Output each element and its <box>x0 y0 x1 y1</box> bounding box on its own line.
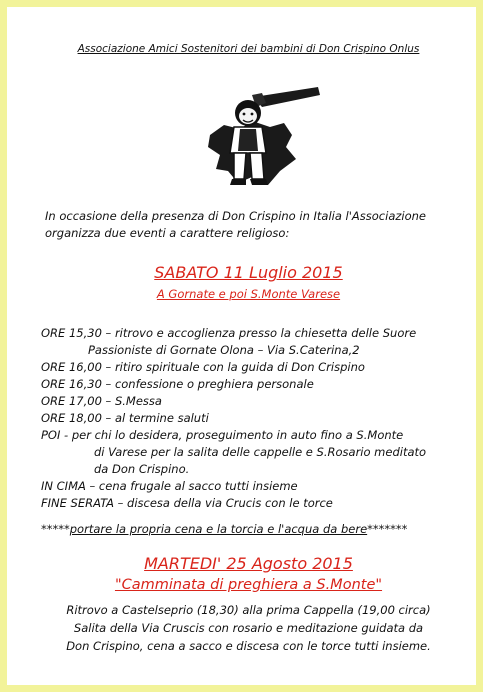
event1-place: A Gornate e poi S.Monte Varese <box>156 287 341 301</box>
schedule-line: ORE 18,00 – al termine saluti <box>41 411 209 425</box>
schedule-line: Passioniste di Gornate Olona – Via S.Caterina,2 <box>88 343 360 357</box>
intro-line: In occasione della presenza di Don Crispino in Italia l'Associazione <box>45 209 426 223</box>
intro-text <box>45 208 465 242</box>
bring-suffix: ******* <box>367 522 408 536</box>
child-with-map-illustration <box>180 73 322 199</box>
schedule-line: di Varese per la salita delle cappelle e S.Rosario meditato <box>94 445 427 459</box>
association-header: Associazione Amici Sostenitori dei bambini di Don Crispino Onlus <box>77 43 420 55</box>
event1-date: SABATO 11 Luglio 2015 <box>154 263 343 282</box>
bring-prefix: ***** <box>41 522 70 536</box>
schedule-line: ORE 16,00 – ritiro spirituale con la guida di Don Crispino <box>41 360 365 374</box>
schedule-line: ORE 17,00 – S.Messa <box>41 394 162 408</box>
event2-title: "Camminata di preghiera a S.Monte" <box>114 577 383 593</box>
schedule-line: ORE 15,30 – ritrovo e accoglienza presso la chiesetta delle Suore <box>41 326 417 340</box>
schedule-line: ORE 16,30 – confessione o preghiera personale <box>41 377 314 391</box>
schedule-line: FINE SERATA – discesa della via Crucis con le torce <box>41 496 333 510</box>
description-line: Ritrovo a Castelseprio (18,30) alla prima Cappella (19,00 circa) <box>66 603 431 617</box>
bring-text: portare la propria cena e la torcia e l'acqua da bere <box>69 522 368 536</box>
schedule-line: POI - per chi lo desidera, proseguimento in auto fino a S.Monte <box>41 428 404 442</box>
description-line: Don Crispino, cena a sacco e discesa con le torce tutti insieme. <box>66 639 431 653</box>
bring-notice <box>41 522 471 536</box>
event2-date: MARTEDI' 25 Agosto 2015 <box>144 554 353 573</box>
event2-description <box>37 601 460 655</box>
description-line: Salita della Via Cruscis con rosario e meditazione guidata da <box>73 621 424 635</box>
schedule-line: IN CIMA – cena frugale al sacco tutti insieme <box>41 479 298 493</box>
schedule-line: da Don Crispino. <box>94 462 190 476</box>
event1-schedule <box>41 325 471 512</box>
intro-line: organizza due eventi a carattere religioso: <box>45 226 290 240</box>
